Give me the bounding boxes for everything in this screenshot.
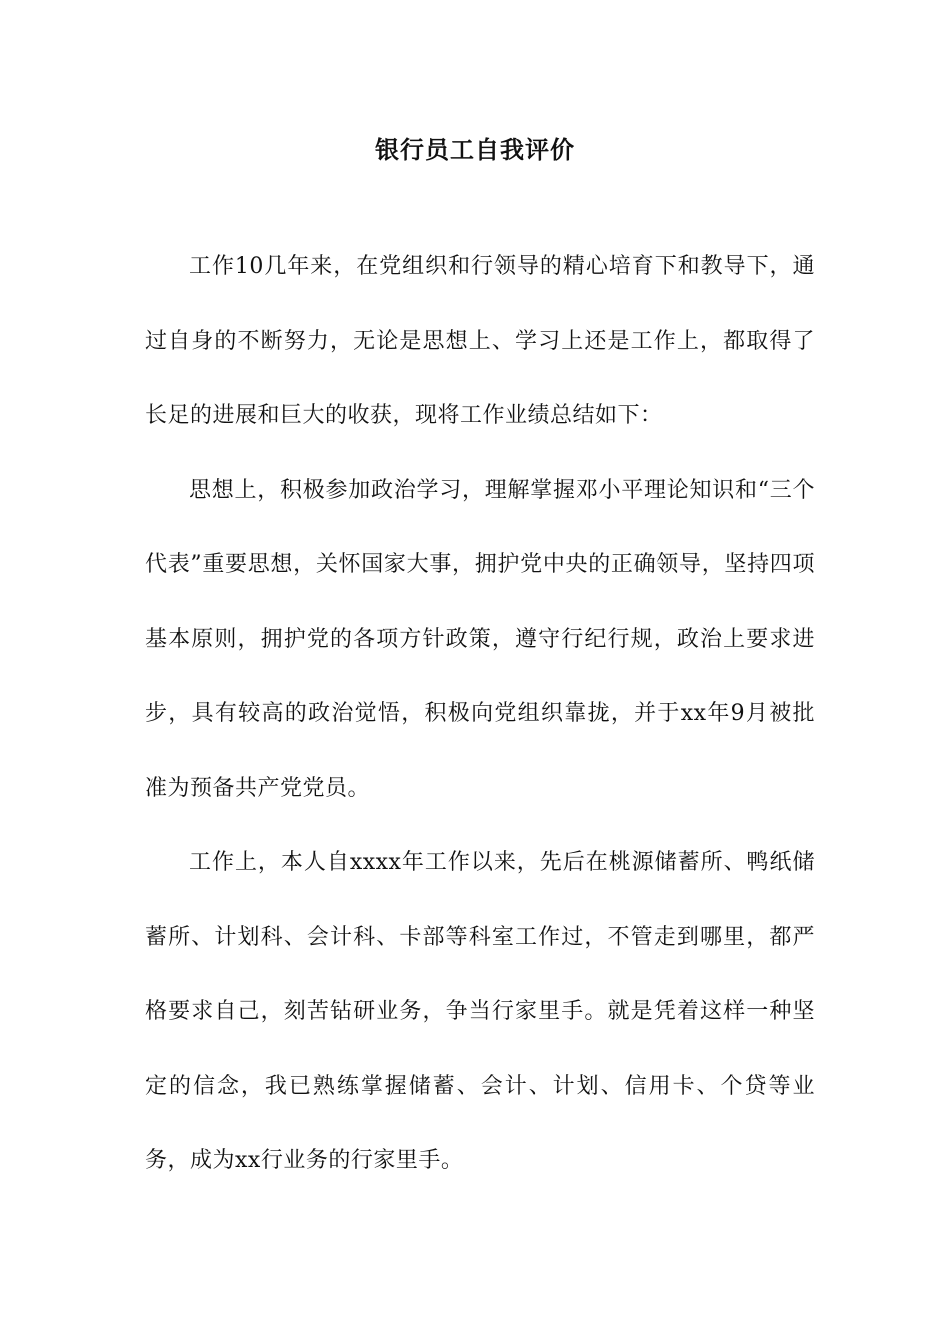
paragraph-work: 工作上，本人自xxxx年工作以来，先后在桃源储蓄所、鸭纸储蓄所、计划科、会计科、卡部等科室工作过，不管走到哪里，都严格要求自己，刻苦钻研业务，争当行家里手。就是凭着这样一种坚定的信念，我已熟练掌握储蓄、会计、计划、信用卡、个贷等业务，成为xx行业务的行家里手。 — [145, 850, 815, 1173]
paragraph-intro: 工作10几年来，在党组织和行领导的精心培育下和教导下，通过自身的不断努力，无论是思想上、学习上还是工作上，都取得了长足的进展和巨大的收获，现将工作业绩总结如下： — [145, 254, 815, 428]
document-title: 银行员工自我评价 — [375, 135, 575, 164]
document-body — [145, 230, 815, 1199]
paragraph-ideology: 思想上，积极参加政治学习，理解掌握邓小平理论知识和“三个代表”重要思想，关怀国家大事，拥护党中央的正确领导，坚持四项基本原则，拥护党的各项方针政策，遵守行纪行规，政治上要求进步，具有较高的政治觉悟，积极向党组织靠拢，并于xx年9月被批准为预备共产党党员。 — [145, 477, 815, 801]
